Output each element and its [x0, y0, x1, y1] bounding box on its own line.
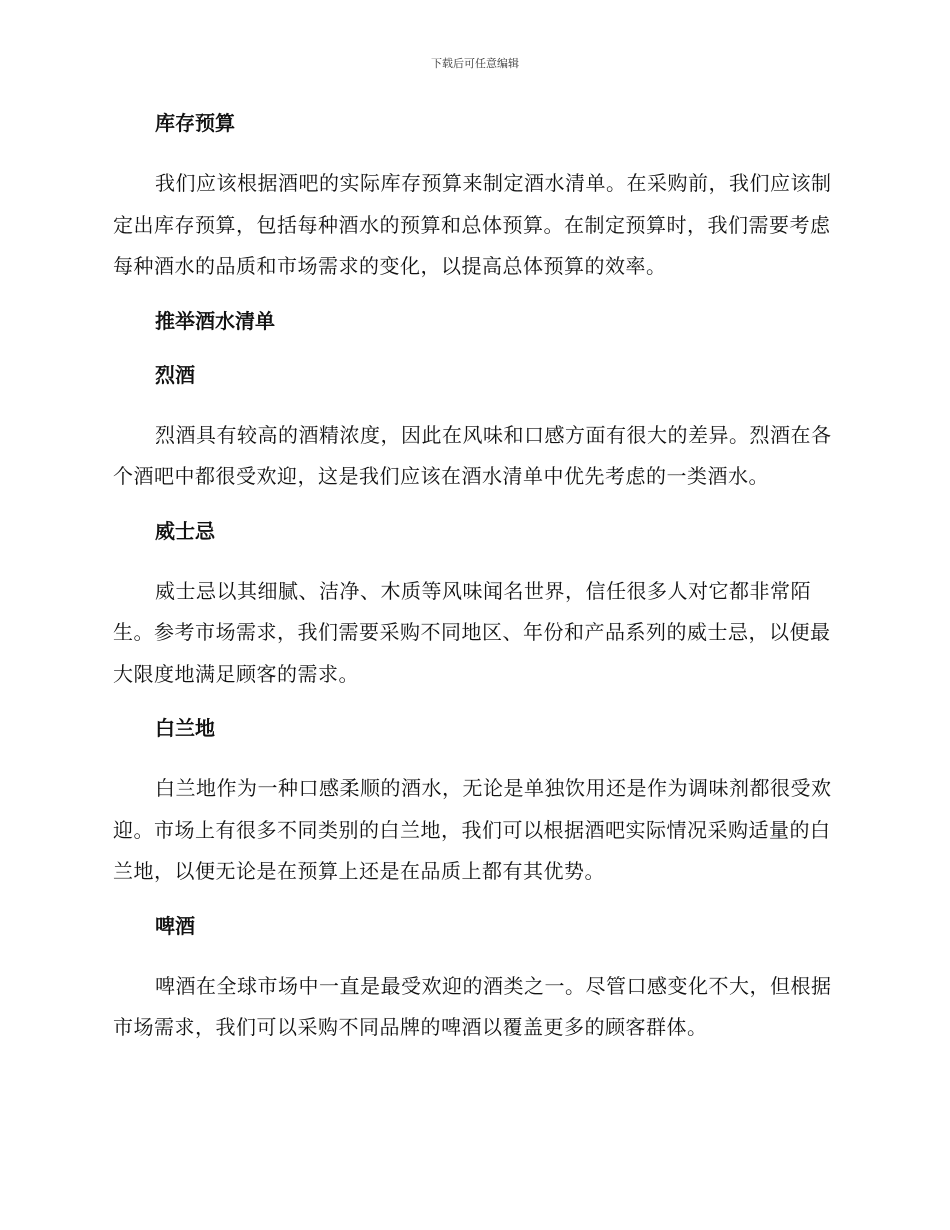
section-heading-inventory-budget: 库存预算	[155, 111, 235, 135]
section-paragraph-brandy: 白兰地作为一种口感柔顺的酒水，无论是单独饮用还是作为调味剂都很受欢迎。市场上有很多不同类别的白兰地，我们可以根据酒吧实际情况采购适量的白兰地，以便无论是在预算上还是在品质上都有其优势。	[113, 776, 832, 883]
section-heading-recommended-list: 推举酒水清单	[155, 308, 275, 333]
section-heading-spirits: 烈酒	[155, 362, 195, 387]
section-paragraph-spirits: 烈酒具有较高的酒精浓度，因此在风味和口感方面有很大的差异。烈酒在各个酒吧中都很受欢迎，这是我们应该在酒水清单中优先考虑的一类酒水。	[113, 422, 832, 488]
section-paragraph-beer: 啤酒在全球市场中一直是最受欢迎的酒类之一。尽管口感变化不大，但根据市场需求，我们可以采购不同品牌的啤酒以覆盖更多的顾客群体。	[113, 973, 832, 1039]
page-header: 下载后可任意编辑	[431, 57, 519, 70]
section-paragraph-inventory-budget: 我们应该根据酒吧的实际库存预算来制定酒水清单。在采购前，我们应该制定出库存预算，包括每种酒水的预算和总体预算。在制定预算时，我们需要考虑每种酒水的品质和市场需求的变化，以提高总体预算的效率。	[113, 171, 832, 278]
section-heading-beer: 啤酒	[155, 913, 195, 938]
section-heading-brandy: 白兰地	[155, 716, 215, 740]
document-body	[113, 108, 833, 1049]
section-paragraph-whisky: 威士忌以其细腻、洁净、木质等风味闻名世界，信任很多人对它都非常陌生。参考市场需求，我们需要采购不同地区、年份和产品系列的威士忌，以便最大限度地满足顾客的需求。	[113, 578, 831, 686]
section-heading-whisky: 威士忌	[155, 518, 215, 543]
